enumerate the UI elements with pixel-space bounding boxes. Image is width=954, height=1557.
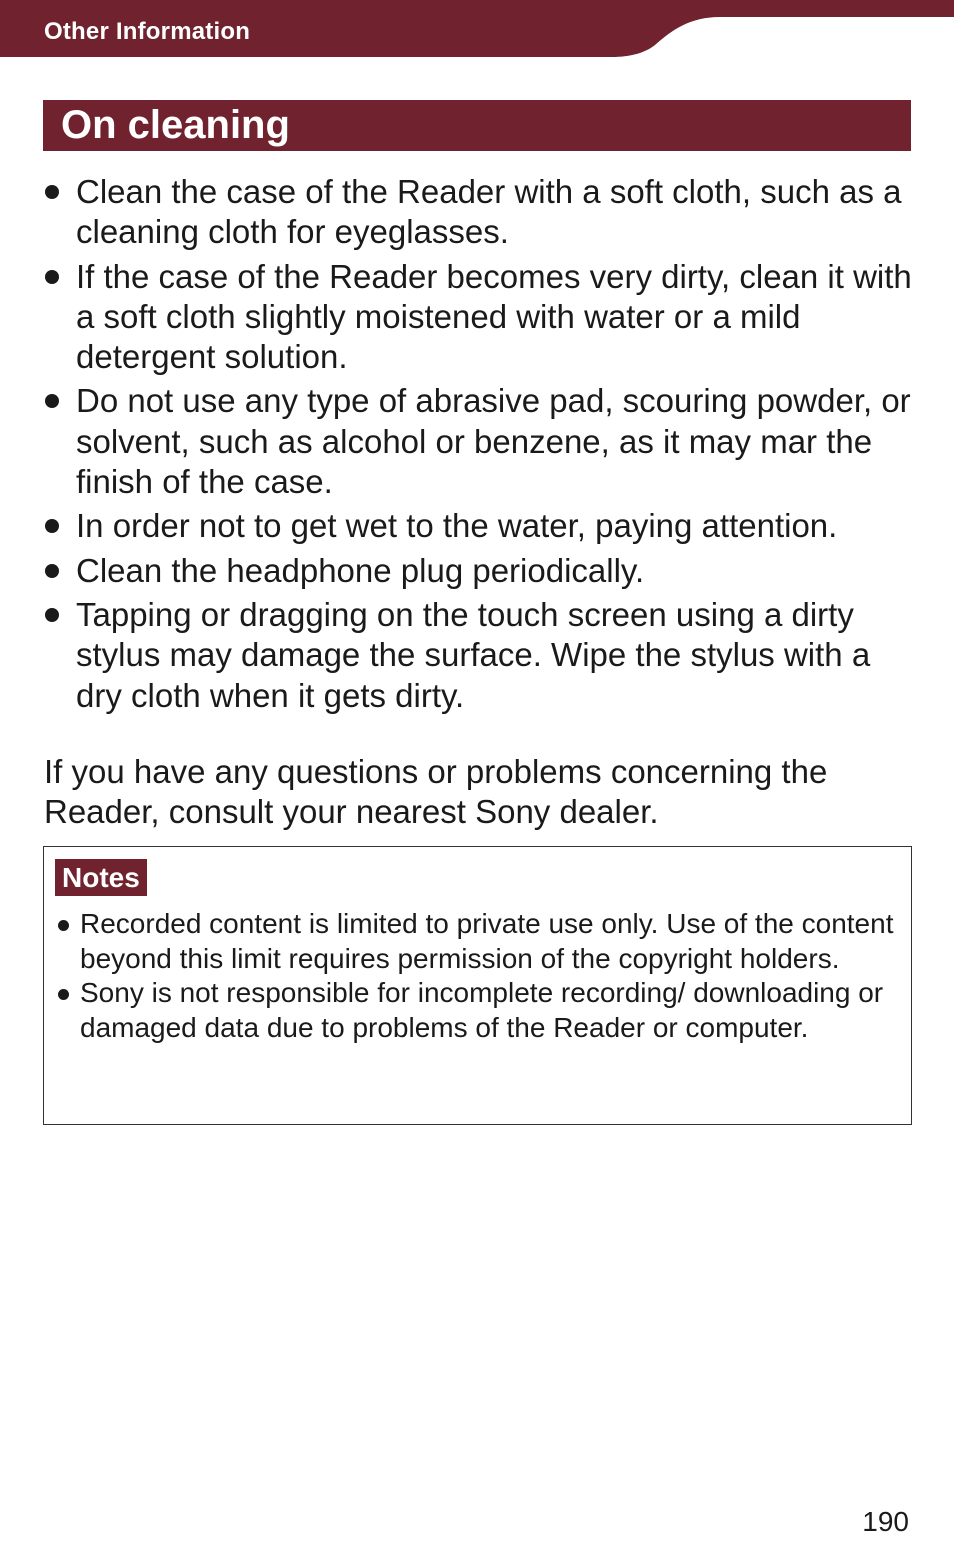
bullet-icon (45, 519, 59, 533)
contact-paragraph: If you have any questions or problems concerning the Reader, consult your nearest Sony dealer. (44, 753, 828, 830)
bullet-icon (58, 920, 69, 931)
list-item (43, 506, 913, 546)
cleaning-instructions-list (43, 172, 913, 720)
page-title: On cleaning (61, 103, 290, 147)
notes-badge: Notes (55, 859, 147, 896)
list-item (43, 551, 913, 591)
list-item (43, 595, 913, 716)
bullet-icon (45, 564, 59, 578)
bullet-icon (45, 394, 59, 408)
list-item (43, 257, 913, 378)
note-item-text: Recorded content is limited to private use only. Use of the content beyond this limit requires permission of the copyright holders. (80, 908, 894, 974)
bullet-icon (58, 989, 69, 1000)
bullet-icon (45, 270, 59, 284)
page-number: 190 (862, 1506, 909, 1537)
notes-list (56, 907, 901, 1045)
list-item (43, 172, 913, 253)
note-item-text: Sony is not responsible for incomplete recording/ downloading or damaged data due to problems of the Reader or computer. (80, 977, 884, 1043)
list-item-text: In order not to get wet to the water, paying attention. (76, 507, 838, 545)
list-item-text: Clean the headphone plug periodically. (76, 551, 645, 589)
list-item-text: Do not use any type of abrasive pad, scouring powder, or solvent, such as alcohol or benzene, as it may mar the finish of the case. (76, 382, 911, 501)
list-item (43, 381, 913, 502)
bullet-icon (45, 608, 59, 622)
title-banner (43, 100, 911, 151)
note-item (56, 907, 901, 976)
section-label: Other Information (44, 18, 251, 45)
list-item-text: Clean the case of the Reader with a soft cloth, such as a cleaning cloth for eyeglasses. (76, 173, 902, 251)
list-item-text: Tapping or dragging on the touch screen using a dirty stylus may damage the surface. Wipe the stylus with a dry cloth when it gets dirty. (76, 595, 871, 714)
bullet-icon (45, 185, 59, 199)
note-item (56, 976, 901, 1045)
notes-box (43, 846, 912, 1125)
list-item-text: If the case of the Reader becomes very dirty, clean it with a soft cloth slightly moistened with water or a mild detergent solution. (76, 257, 912, 376)
